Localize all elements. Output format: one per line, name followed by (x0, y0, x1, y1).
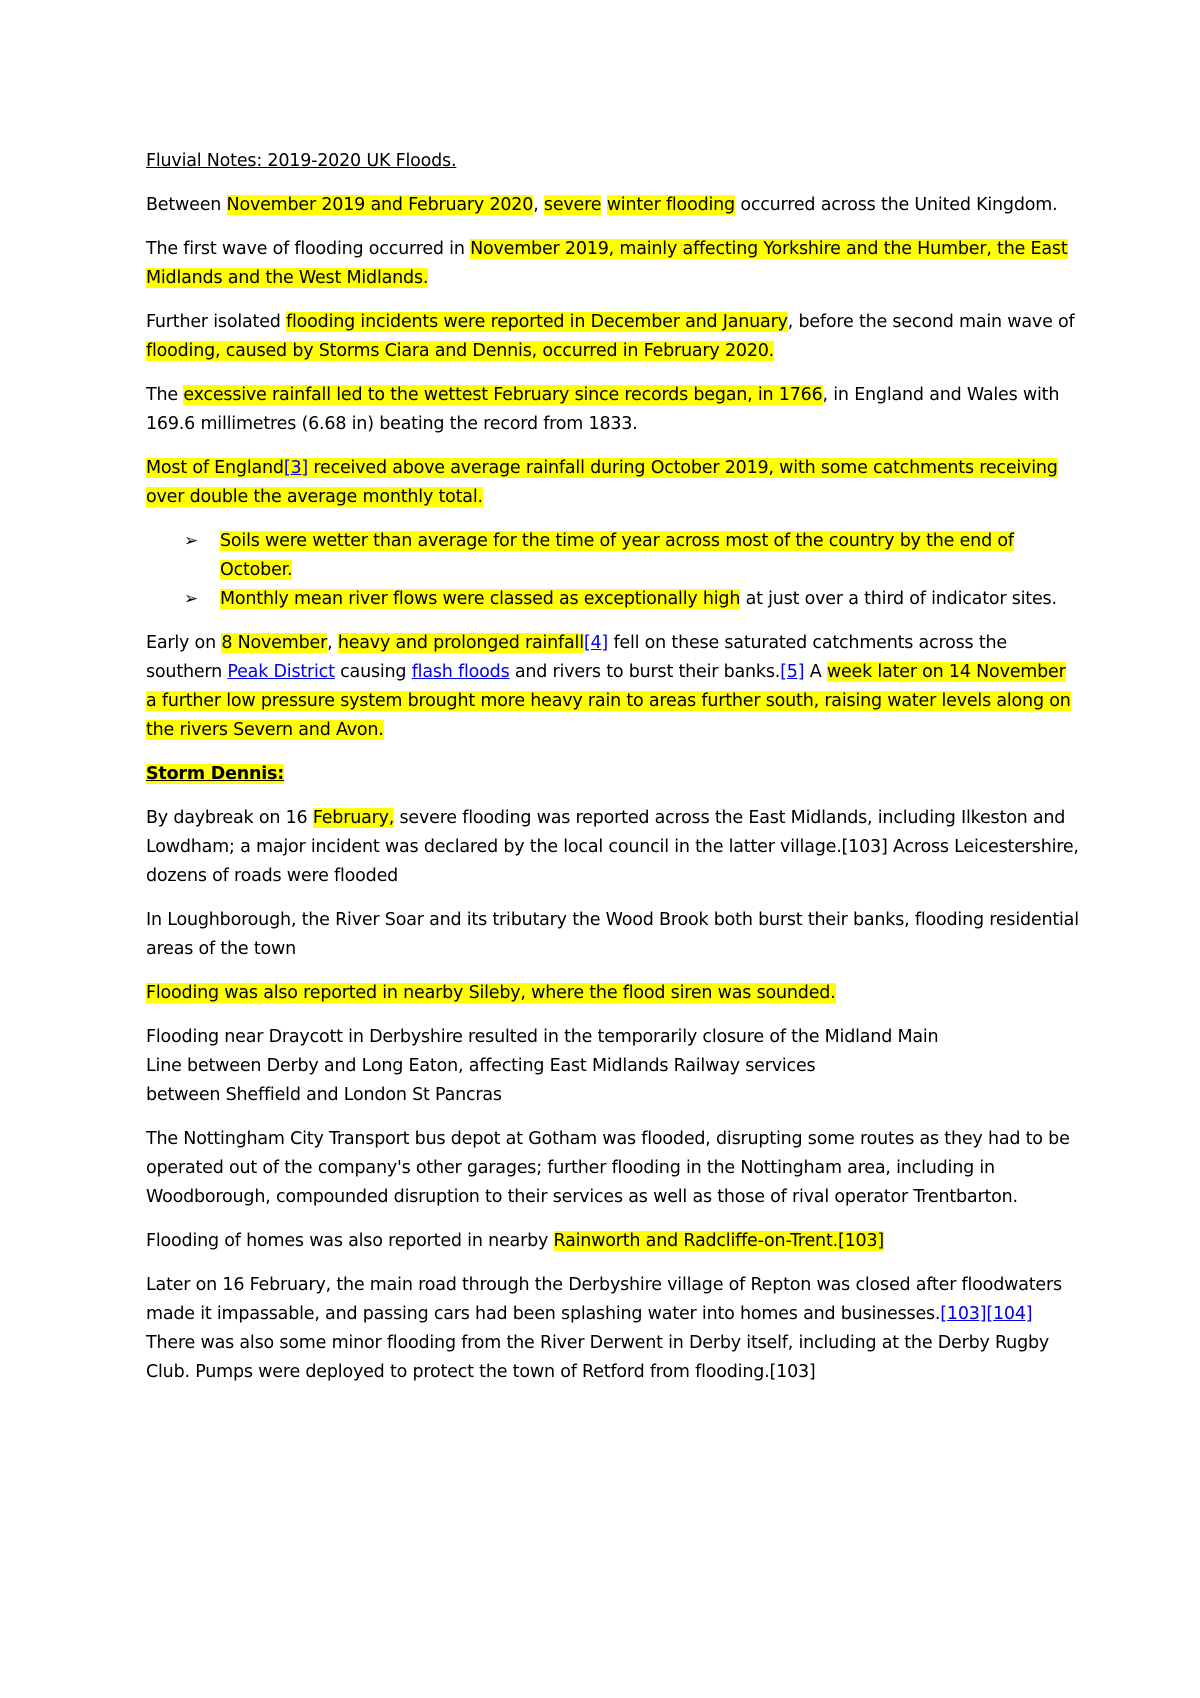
highlight: November 2019, mainly affecting Yorkshire and the Humber, the East Midlands and the West Midlands. (146, 239, 1068, 288)
highlight: February, (312, 808, 395, 828)
highlight: excessive rainfall led to the wettest February since records began, in 1766 (183, 385, 823, 405)
text: Later on 16 February, the main road through the Derbyshire village of Repton was closed after floodwaters made it impassable, and passing cars had been splashing water into homes and businesses. (146, 1275, 1062, 1324)
paragraph-draycott (146, 1023, 1080, 1110)
text: , (327, 633, 338, 653)
text (601, 195, 606, 215)
highlight: 8 November (221, 633, 328, 653)
list-item (146, 585, 1080, 614)
text: and rivers to burst their banks. (509, 662, 781, 682)
text: fell on these saturated catchments across the southern (146, 633, 1007, 682)
highlight: flooding incidents were reported in December and January (286, 312, 788, 332)
citation-link-104[interactable]: [104] (986, 1304, 1033, 1324)
paragraph-repton (146, 1271, 1080, 1387)
text: , (533, 195, 544, 215)
text-line: Line between Derby and Long Eaton, affecting East Midlands Railway services (146, 1056, 816, 1076)
list-item (146, 527, 1080, 585)
citation-link-4[interactable]: [4] (583, 633, 609, 653)
heading-text: Storm Dennis: (146, 764, 285, 784)
paragraph-loughborough: In Loughborough, the River Soar and its tributary the Wood Brook both burst their banks, flooding residential areas of the town (146, 910, 1079, 959)
citation-link-103[interactable]: [103] (940, 1304, 987, 1324)
text: The first wave of flooding occurred in (146, 239, 471, 259)
paragraph-nottingham-transport: The Nottingham City Transport bus depot at Gotham was flooded, disrupting some routes as they had to be operated out of the company's other garages; further flooding in the Nottingham area, including in Woodborough, compounded disruption to their services as well as those of rival operator Trentbarton. (146, 1129, 1070, 1207)
highlight: Monthly mean river flows were classed as exceptionally high (220, 589, 741, 609)
paragraph-intro (146, 191, 1080, 220)
text: received above average rainfall during October 2019, with some catchments receiving over double the average monthly total. (146, 458, 1058, 507)
text: Between (146, 195, 227, 215)
arrow-bullet-icon: ➢ (184, 531, 199, 551)
highlight: flooding, caused by Storms Ciara and Dennis, occurred in February 2020. (146, 341, 775, 361)
paragraph-october-rainfall (146, 454, 1080, 512)
highlight (146, 458, 1058, 507)
text: , before the second main wave of (787, 312, 1075, 332)
text: at just over a third of indicator sites. (740, 589, 1057, 609)
highlight: winter flooding (606, 195, 735, 215)
highlight: Flooding was also reported in nearby Sileby, where the flood siren was sounded. (146, 983, 836, 1003)
citation-link-3[interactable]: [3] (283, 458, 309, 478)
text: , in England and Wales with 169.6 millimetres (6.68 in) beating the record from 1833. (146, 385, 1060, 434)
text: The (146, 385, 184, 405)
flash-floods-link[interactable]: flash floods (411, 662, 510, 682)
highlight: heavy and prolonged rainfall (337, 633, 584, 653)
text: By daybreak on 16 (146, 808, 313, 828)
peak-district-link[interactable]: Peak District (227, 662, 335, 682)
text: occurred across the United Kingdom. (734, 195, 1058, 215)
text-line: between Sheffield and London St Pancras (146, 1085, 502, 1105)
paragraph-storm-dennis (146, 804, 1080, 891)
paragraph-rainworth (146, 1227, 1080, 1256)
text: severe flooding was reported across the East Midlands, including Ilkeston and Lowdham; a major incident was declared by the local council in the latter village.[103] Across Leicestershire, dozens of roads were flooded (146, 808, 1079, 886)
text: Further isolated (146, 312, 287, 332)
text: A (804, 662, 827, 682)
paragraph-first-wave (146, 235, 1080, 293)
highlight: severe (543, 195, 602, 215)
paragraph-sileby (146, 979, 1080, 1008)
paragraph-november-rainfall (146, 629, 1080, 745)
highlight: week later on 14 November a further low pressure system brought more heavy rain to areas further south, raising water levels along on the rivers Severn and Avon. (146, 662, 1071, 740)
paragraph-rainfall-record (146, 381, 1080, 439)
highlight: Soils were wetter than average for the time of year across most of the country by the end of October. (220, 531, 1014, 580)
bullet-list (146, 527, 1080, 614)
arrow-bullet-icon: ➢ (184, 589, 199, 609)
text: Early on (146, 633, 222, 653)
text: There was also some minor flooding from the River Derwent in Derby itself, including at the Derby Rugby Club. Pumps were deployed to protect the town of Retford from flooding.[103] (146, 1333, 1050, 1382)
paragraph-second-wave (146, 308, 1080, 366)
highlight: Rainworth and Radcliffe-on-Trent.[103] (553, 1231, 885, 1251)
storm-dennis-heading (146, 760, 1080, 789)
document-title: Fluvial Notes: 2019-2020 UK Floods. (146, 151, 457, 171)
citation-link-5[interactable]: [5] (780, 662, 805, 682)
highlight: November 2019 and February 2020 (226, 195, 534, 215)
text-line: Flooding near Draycott in Derbyshire resulted in the temporarily closure of the Midland Main (146, 1027, 939, 1047)
text: Flooding of homes was also reported in nearby (146, 1231, 554, 1251)
text: Most of England (146, 458, 284, 478)
text: causing (334, 662, 412, 682)
